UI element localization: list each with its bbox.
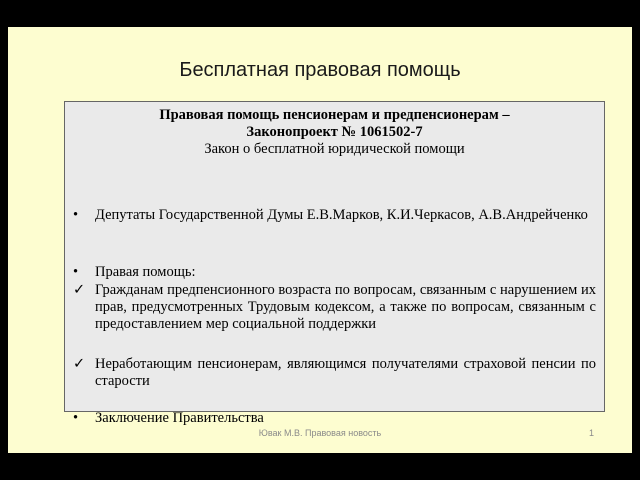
box-heading-line-1: Правовая помощь пенсионерам и предпенсионерам – (159, 107, 510, 123)
slide (8, 27, 632, 453)
list-item (65, 356, 604, 390)
checkmark-icon: ✓ (73, 282, 86, 298)
list-item (65, 410, 604, 427)
list-item (65, 207, 604, 224)
bullet-marker: • (73, 410, 79, 426)
list-item-text: Правая помощь: (95, 264, 196, 280)
list-item (65, 264, 604, 281)
box-header (65, 107, 604, 158)
box-subheading: Закон о бесплатной юридической помощи (204, 141, 465, 157)
list-item (65, 282, 604, 333)
checkmark-icon: ✓ (73, 356, 86, 372)
bullet-marker: • (73, 264, 79, 280)
page-number: 1 (588, 428, 594, 438)
list-item-text: Заключение Правительства (95, 410, 264, 426)
slide-title: Бесплатная правовая помощь (179, 59, 461, 81)
content-box (64, 101, 605, 426)
bullet-marker: • (73, 207, 79, 223)
list-item-text: Депутаты Государственной Думы Е.В.Марков, К.И.Черкасов, А.В.Андрейченко (95, 207, 588, 223)
list-item-text: Неработающим пенсионерам, являющимся получателями страховой пенсии по старости (95, 356, 596, 389)
list-item-text: Гражданам предпенсионного возраста по вопросам, связанным с нарушением их прав, предусмотренных Трудовым кодексом, а также по вопросам, связанным с предоставлением мер социальной поддержки (95, 282, 596, 332)
slide-footer: Ювак М.В. Правовая новость (258, 428, 382, 438)
box-heading-line-2: Законопроект № 1061502-7 (246, 124, 423, 140)
